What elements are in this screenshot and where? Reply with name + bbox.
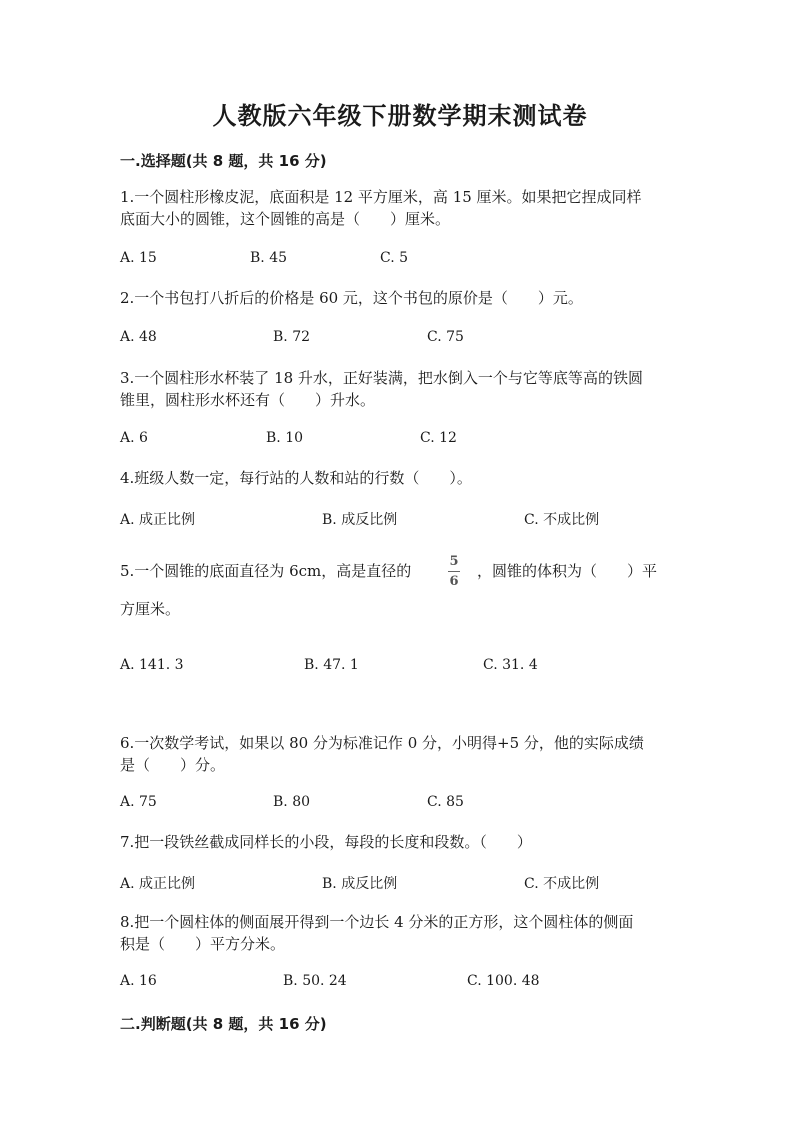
question-2-option-c: C. 75	[427, 329, 464, 345]
question-6-line-2: 是（ ）分。	[120, 756, 226, 774]
question-1-line-2: 底面大小的圆锥，这个圆锥的高是（ ）厘米。	[120, 210, 451, 228]
question-2-option-a: A. 48	[120, 329, 157, 345]
question-8-option-b: B. 50. 24	[283, 973, 347, 989]
question-3-option-a: A. 6	[120, 430, 148, 446]
question-2-line-1: 2.一个书包打八折后的价格是 60 元，这个书包的原价是（ ）元。	[120, 289, 583, 307]
question-3-line-2: 锥里，圆柱形水杯还有（ ）升水。	[120, 391, 376, 409]
question-4-option-a: A. 成正比例	[120, 512, 196, 528]
fraction-denominator: 6	[449, 574, 459, 589]
question-7-option-a: A. 成正比例	[120, 876, 196, 892]
question-7-line-1: 7.把一段铁丝截成同样长的小段，每段的长度和段数。（ ）	[120, 833, 532, 851]
question-6-option-c: C. 85	[427, 794, 464, 810]
question-8-line-2: 积是（ ）平方分米。	[120, 935, 286, 953]
question-6-option-b: B. 80	[273, 794, 311, 810]
question-1-line-1: 1.一个圆柱形橡皮泥，底面积是 12 平方厘米，高 15 厘米。如果把它捏成同样	[120, 188, 642, 206]
question-4-line-1: 4.班级人数一定，每行站的人数和站的行数（ ）。	[120, 469, 472, 487]
section-heading-choice: 一.选择题(共 8 题，共 16 分)	[120, 152, 327, 170]
question-5-option-a: A. 141. 3	[120, 657, 184, 673]
question-4-option-b: B. 成反比例	[322, 512, 398, 528]
question-1-option-b: B. 45	[250, 250, 288, 266]
question-2-option-b: B. 72	[273, 329, 311, 345]
question-3-line-1: 3.一个圆柱形水杯装了 18 升水，正好装满，把水倒入一个与它等底等高的铁圆	[120, 369, 643, 387]
question-1-option-c: C. 5	[380, 250, 409, 266]
section-heading-judgement: 二.判断题(共 8 题，共 16 分)	[120, 1015, 327, 1033]
question-1-option-a: A. 15	[120, 250, 157, 266]
fraction-numerator: 5	[449, 554, 459, 569]
question-8-option-c: C. 100. 48	[467, 973, 540, 989]
question-7-option-c: C. 不成比例	[524, 876, 600, 892]
question-7-option-b: B. 成反比例	[322, 876, 398, 892]
question-8-line-1: 8.把一个圆柱体的侧面展开得到一个边长 4 分米的正方形，这个圆柱体的侧面	[120, 913, 634, 931]
page-title: 人教版六年级下册数学期末测试卷	[212, 102, 588, 130]
question-3-option-c: C. 12	[420, 430, 457, 446]
question-5-line-1a: 5.一个圆锥的底面直径为 6cm，高是直径的	[120, 562, 412, 580]
question-3-option-b: B. 10	[266, 430, 304, 446]
question-6-option-a: A. 75	[120, 794, 157, 810]
question-5-option-b: B. 47. 1	[304, 657, 359, 673]
question-8-option-a: A. 16	[120, 973, 157, 989]
question-4-option-c: C. 不成比例	[524, 512, 600, 528]
fraction-bar	[448, 571, 460, 572]
fraction-five-sixths	[445, 554, 463, 589]
question-5-line-1b: ，圆锥的体积为（ ）平	[477, 562, 658, 580]
question-5-option-c: C. 31. 4	[483, 657, 538, 673]
question-6-line-1: 6.一次数学考试，如果以 80 分为标准记作 0 分，小明得+5 分，他的实际成绩	[120, 734, 644, 752]
question-5-line-2: 方厘米。	[120, 600, 181, 618]
